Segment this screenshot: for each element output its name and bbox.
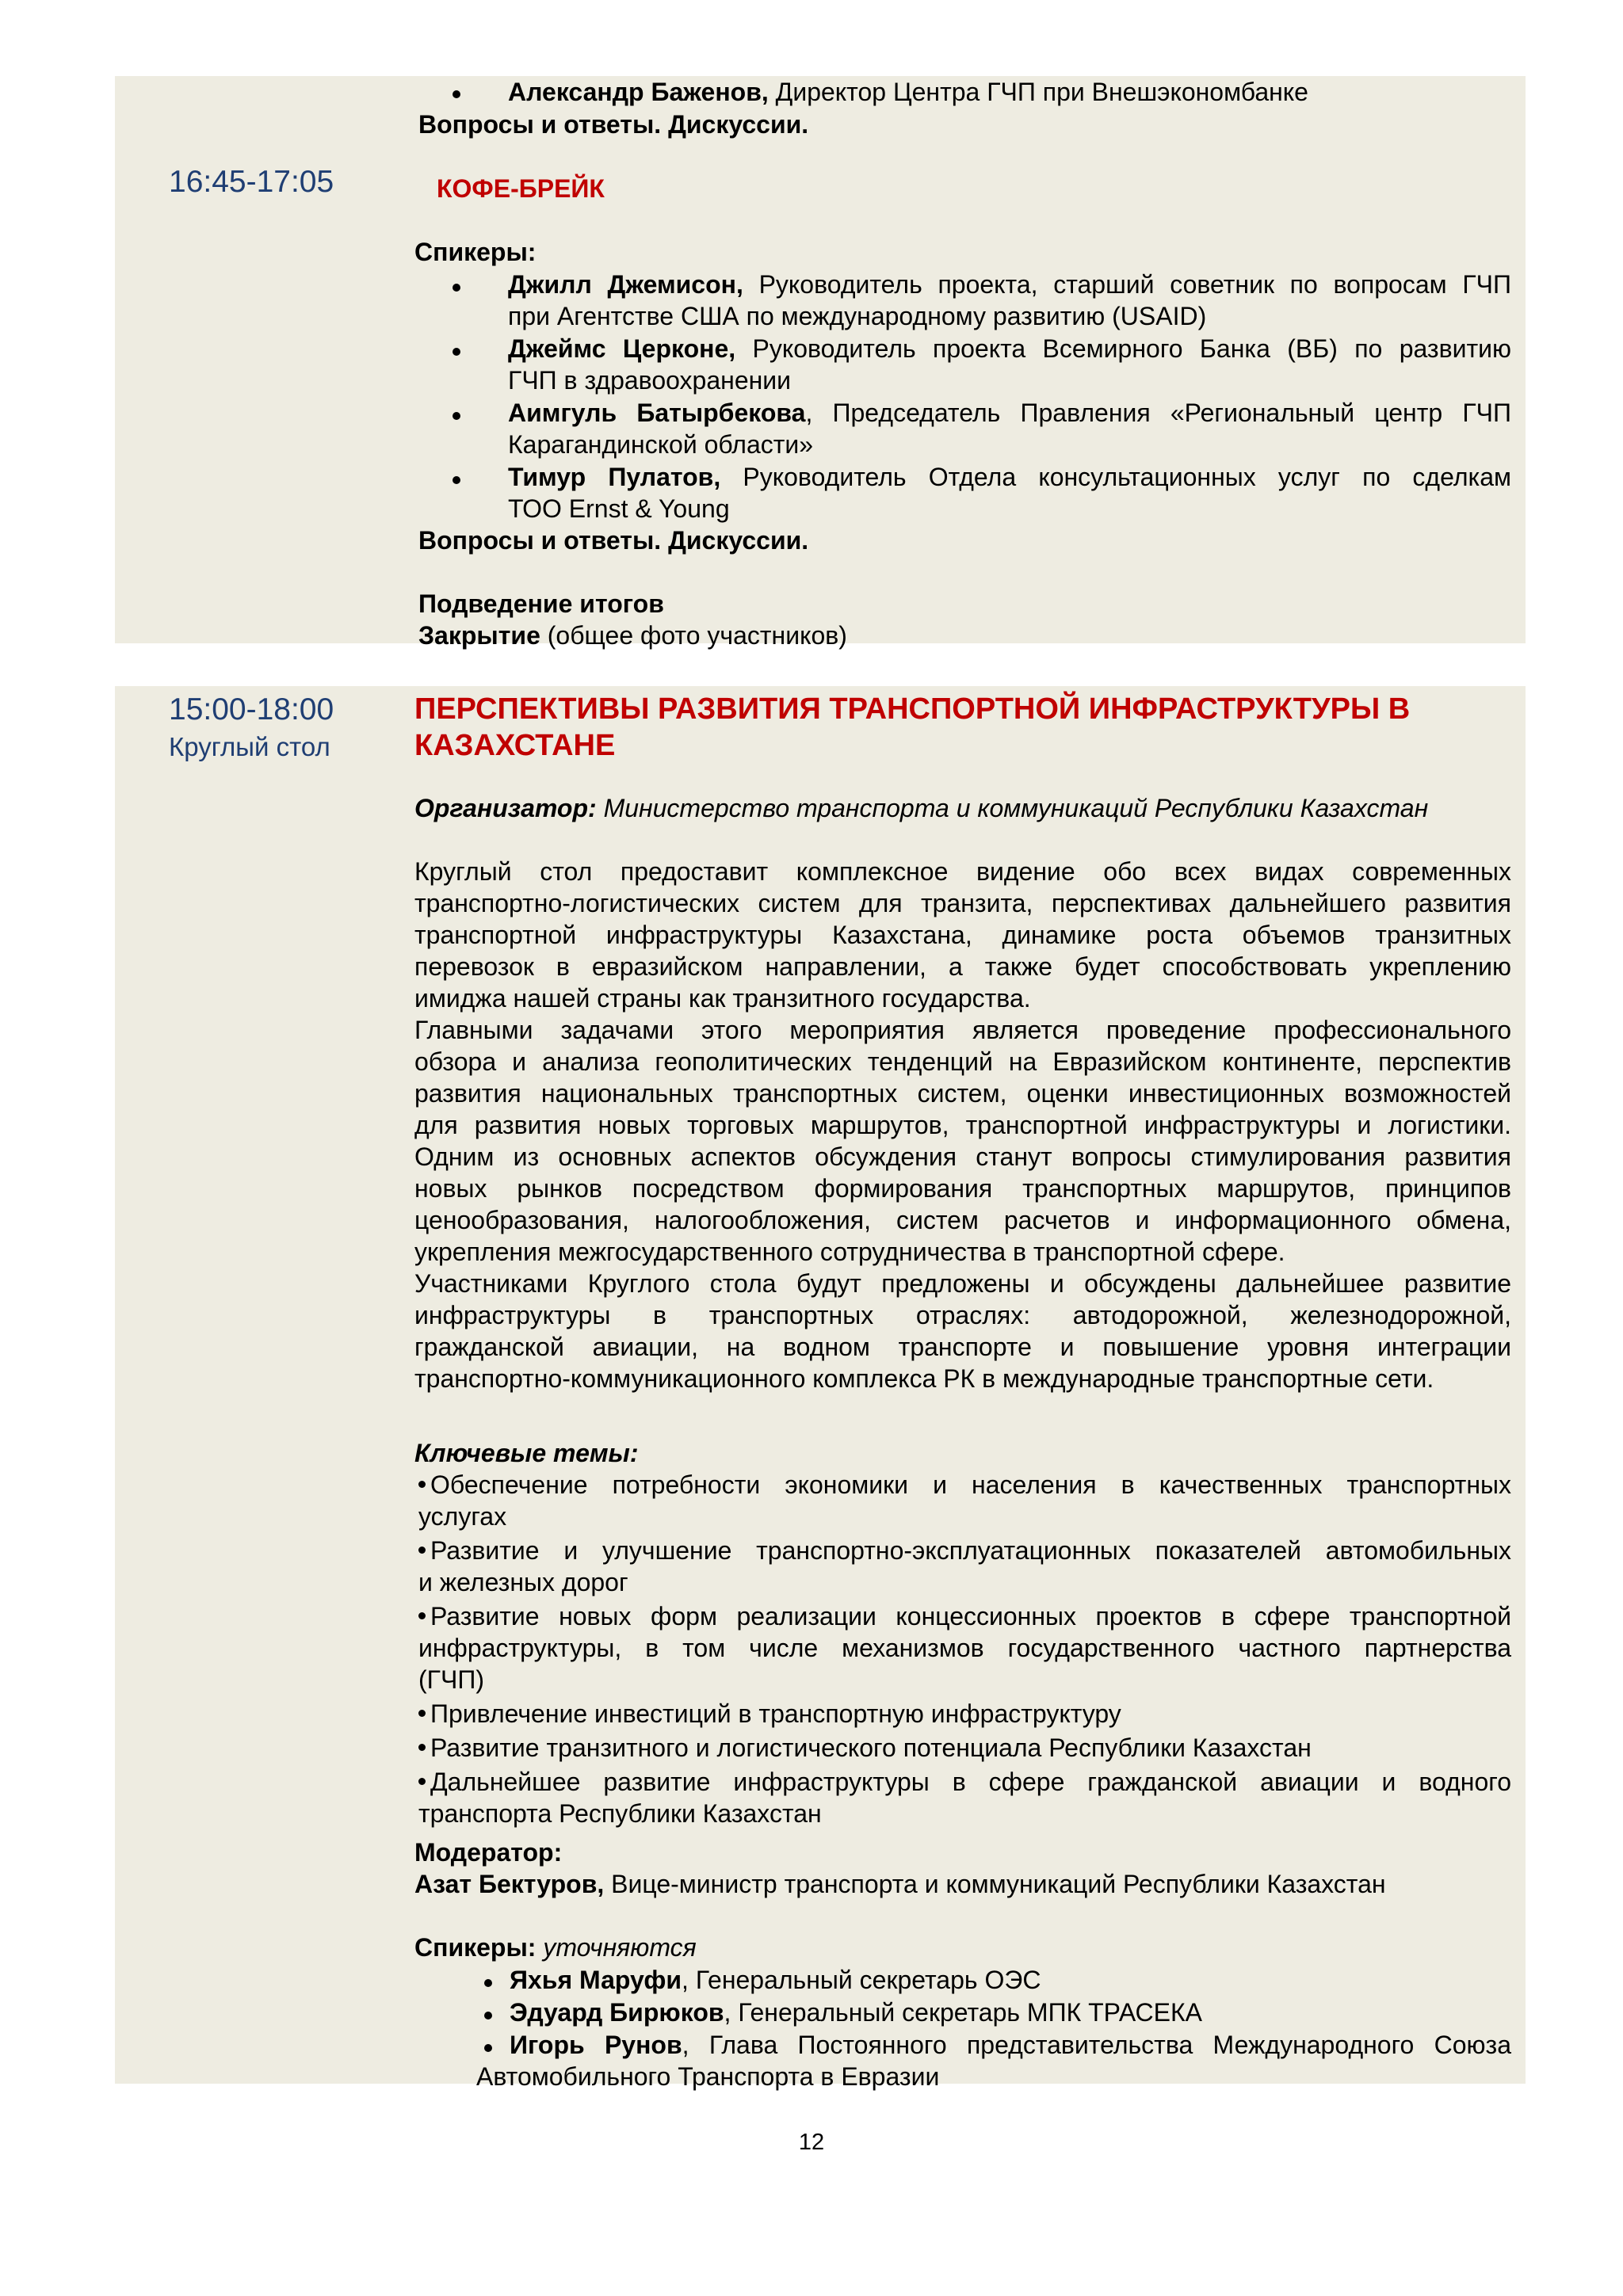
bullet-icon bbox=[418, 1481, 426, 1488]
bullet-icon bbox=[418, 1778, 426, 1785]
topic-item bbox=[418, 1766, 1511, 1798]
organizer: Организатор: Министерство транспорта и коммуникаций Республики Казахстан bbox=[414, 794, 1429, 822]
paragraph-line: Одним из основных аспектов обсуждения станут вопросы стимулирования развития bbox=[414, 1142, 1511, 1171]
paragraph-line: инфраструктуры в транспортных отраслях: автодорожной, железнодорожной, bbox=[414, 1301, 1511, 1329]
description-paragraph bbox=[414, 856, 1511, 1394]
bullet-icon bbox=[453, 348, 460, 356]
paragraph-line: Главными задачами этого мероприятия является проведение профессионального bbox=[414, 1016, 1511, 1044]
speaker-item-cont: ТОО Ernst & Young bbox=[508, 494, 730, 523]
moderator-label: Модератор: bbox=[414, 1838, 563, 1867]
topic-text: Развитие и улучшение транспортно-эксплуатационных показателей автомобильных bbox=[430, 1536, 1511, 1565]
topic-item-cont bbox=[418, 1566, 1511, 1598]
bullet-icon bbox=[418, 1744, 426, 1751]
topic-text: транспорта Республики Казахстан bbox=[418, 1799, 822, 1828]
speaker-item-cont: при Агентстве США по международному развитию (USAID) bbox=[508, 302, 1207, 330]
topic-item bbox=[418, 1698, 1511, 1730]
speaker-item: Александр Баженов, Директор Центра ГЧП при Внешэкономбанке bbox=[508, 78, 1308, 106]
topic-item bbox=[418, 1469, 1511, 1501]
paragraph-line: обзора и анализа геополитических тенденций на Евразийском континенте, перспектив bbox=[414, 1047, 1511, 1076]
summary-label: Подведение итогов bbox=[418, 589, 664, 618]
session-block-transport bbox=[115, 686, 1526, 2091]
topic-text: Развитие транзитного и логистического потенциала Республики Казахстан bbox=[430, 1733, 1312, 1762]
speakers-label: Спикеры: bbox=[414, 238, 537, 266]
paragraph-line: транспортно-коммуникационного комплекса РК в международные транспортные сети. bbox=[414, 1364, 1434, 1393]
bullet-icon bbox=[453, 284, 460, 292]
topic-text: Дальнейшее развитие инфраструктуры в сфере гражданской авиации и водного bbox=[430, 1768, 1511, 1796]
session-block-coffee bbox=[115, 76, 1526, 650]
speaker-item: Тимур Пулатов, Руководитель Отдела консультационных услуг по сделкам bbox=[508, 463, 1512, 491]
paragraph-line: новых рынков посредством формирования транспортных маршрутов, принципов bbox=[414, 1174, 1511, 1203]
topic-item-cont bbox=[418, 1664, 1511, 1695]
bullet-icon bbox=[484, 2012, 492, 2019]
closing-label: Закрытие (общее фото участников) bbox=[418, 621, 847, 650]
speaker-item: Аимгуль Батырбекова, Председатель Правления «Региональный центр ГЧП bbox=[508, 399, 1512, 427]
coffee-break-label: КОФЕ-БРЕЙК bbox=[437, 174, 605, 203]
topic-item bbox=[418, 1600, 1511, 1632]
page-number: 12 bbox=[798, 2130, 825, 2155]
paragraph-line: транспортной инфраструктуры Казахстана, динамике роста объемов транзитных bbox=[414, 921, 1511, 949]
speaker-item: Эдуард Бирюков, Генеральный секретарь МПК ТРАСЕКА bbox=[510, 1998, 1202, 2027]
bullet-icon bbox=[484, 2044, 492, 2052]
qa-label: Вопросы и ответы. Дискуссии. bbox=[418, 110, 809, 139]
session-time: 16:45-17:05 bbox=[169, 165, 334, 199]
topic-text: услугах bbox=[418, 1502, 507, 1531]
speaker-item-cont: ГЧП в здравоохранении bbox=[508, 366, 792, 395]
paragraph-line: для развития новых торговых маршрутов, транспортной инфраструктуры и логистики. bbox=[414, 1111, 1511, 1139]
speaker-item: Джеймс Церконе, Руководитель проекта Всемирного Банка (ВБ) по развитию bbox=[508, 334, 1512, 363]
topic-item-cont bbox=[418, 1798, 1511, 1829]
bullet-icon bbox=[418, 1547, 426, 1554]
session-title: ПЕРСПЕКТИВЫ РАЗВИТИЯ ТРАНСПОРТНОЙ ИНФРАСТРУКТУРЫ В bbox=[414, 692, 1411, 726]
session-format: Круглый стол bbox=[169, 732, 330, 761]
paragraph-line: Круглый стол предоставит комплексное видение обо всех видах современных bbox=[414, 857, 1511, 886]
topic-text: (ГЧП) bbox=[418, 1665, 484, 1694]
topic-text: Развитие новых форм реализации концессионных проектов в сфере транспортной bbox=[430, 1602, 1511, 1630]
speaker-item: Яхья Маруфи, Генеральный секретарь ОЭС bbox=[510, 1966, 1041, 1994]
session-title-cont: КАЗАХСТАНЕ bbox=[414, 729, 616, 762]
bullet-icon bbox=[453, 412, 460, 420]
qa-label: Вопросы и ответы. Дискуссии. bbox=[418, 526, 809, 555]
topic-item-cont bbox=[418, 1501, 1511, 1532]
speaker-item: Джилл Джемисон, Руководитель проекта, старший советник по вопросам ГЧП bbox=[508, 270, 1512, 299]
paragraph-line: укрепления межгосударственного сотрудничества в транспортной сфере. bbox=[414, 1238, 1285, 1266]
paragraph-line: Участниками Круглого стола будут предложены и обсуждены дальнейшее развитие bbox=[414, 1269, 1511, 1298]
topic-text: и железных дорог bbox=[418, 1568, 628, 1596]
speaker-item: Игорь Рунов, Глава Постоянного представительства Международного Союза bbox=[510, 2031, 1511, 2059]
topic-text: Привлечение инвестиций в транспортную инфраструктуру bbox=[430, 1699, 1121, 1728]
topic-item bbox=[418, 1535, 1511, 1566]
topic-text: Обеспечение потребности экономики и населения в качественных транспортных bbox=[430, 1470, 1511, 1499]
paragraph-line: гражданской авиации, на водном транспорте и повышение уровня интеграции bbox=[414, 1333, 1511, 1361]
bullet-icon bbox=[453, 90, 460, 98]
session-time: 15:00-18:00 bbox=[169, 692, 334, 727]
session-content bbox=[414, 686, 1511, 2091]
topic-item-cont bbox=[418, 1632, 1511, 1664]
topic-item bbox=[418, 1732, 1511, 1764]
paragraph-line: транспортно-логистических систем для транзита, перспективах дальнейшего развития bbox=[414, 889, 1511, 917]
session-content bbox=[414, 76, 1512, 650]
paragraph-line: перевозок в евразийском направлении, а также будет способствовать укреплению bbox=[414, 952, 1511, 981]
speakers-heading: Спикеры: уточняются bbox=[414, 1933, 697, 1962]
bullet-icon bbox=[453, 476, 460, 484]
paragraph-line: развития национальных транспортных систем, оценки инвестиционных возможностей bbox=[414, 1079, 1511, 1108]
topics-label: Ключевые темы: bbox=[414, 1439, 639, 1467]
bullet-icon bbox=[484, 1979, 492, 1987]
topic-text: инфраструктуры, в том числе механизмов государственного частного партнерства bbox=[418, 1634, 1511, 1662]
bullet-icon bbox=[418, 1710, 426, 1717]
paragraph-line: имиджа нашей страны как транзитного государства. bbox=[414, 984, 1031, 1013]
moderator: Азат Бектуров, Вице-министр транспорта и коммуникаций Республики Казахстан bbox=[414, 1870, 1386, 1898]
bullet-icon bbox=[418, 1612, 426, 1619]
speaker-item-cont: Карагандинской области» bbox=[508, 430, 814, 459]
speaker-item-cont: Автомобильного Транспорта в Евразии bbox=[476, 2062, 940, 2091]
paragraph-line: ценообразования, налогообложения, систем расчетов и информационного обмена, bbox=[414, 1206, 1511, 1234]
